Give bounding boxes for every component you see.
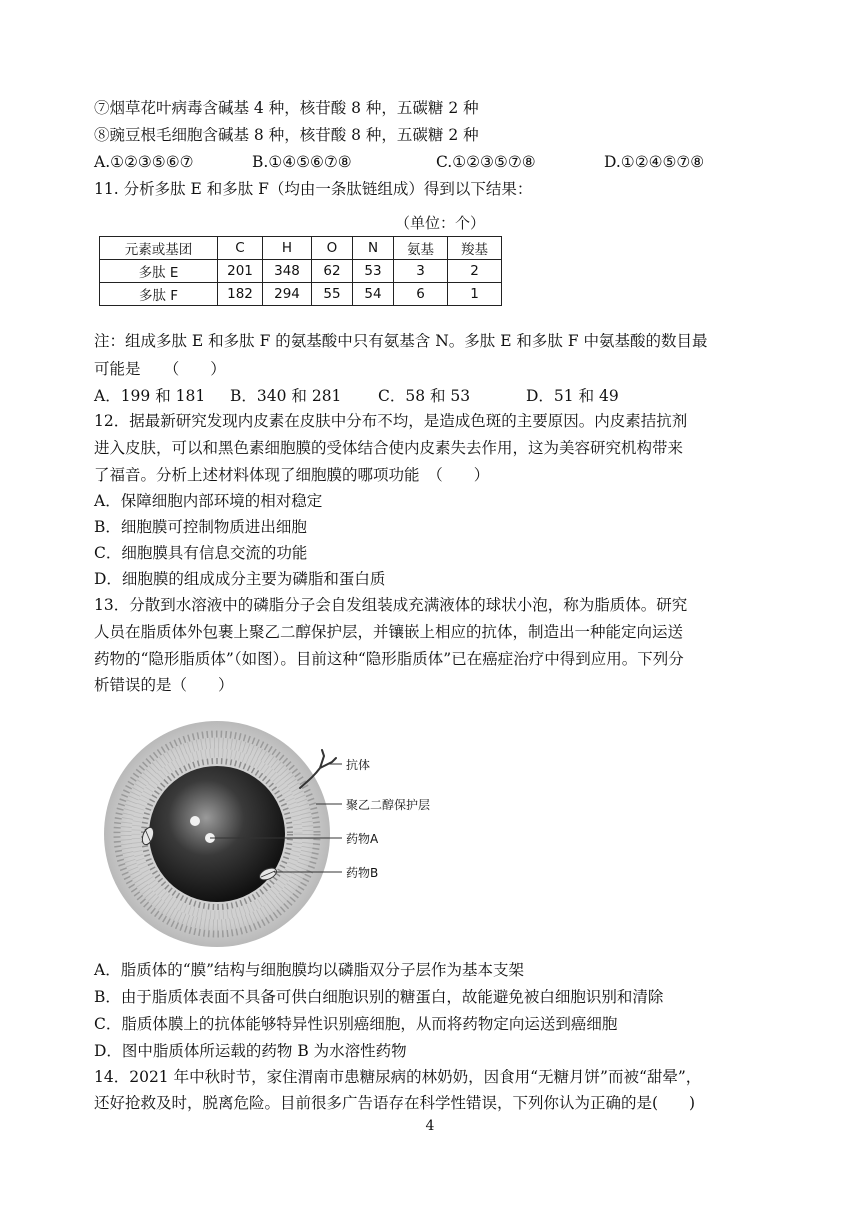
table-header: H: [263, 237, 312, 260]
q13-option-b: B．由于脂质体表面不具备可供白细胞识别的糖蛋白，故能避免被白细胞识别和清除: [94, 988, 664, 1006]
table-unit: （单位：个）: [395, 214, 486, 232]
q10-option-c: C.①②③⑤⑦⑧: [436, 153, 536, 171]
table-cell: 1: [448, 283, 502, 306]
table-header-row: [100, 237, 502, 260]
table-row: [100, 260, 502, 283]
q11-options: [94, 386, 619, 406]
q10-option-d: D.①②④⑤⑦⑧: [604, 153, 705, 171]
liposome-figure: [104, 718, 464, 950]
q11-stem: 11. 分析多肽 E 和多肽 F（均由一条肽链组成）得到以下结果：: [94, 180, 533, 198]
q11-option-a: A．199 和 181: [94, 387, 206, 405]
q14-line-2: 还好抢救及时，脱离危险。目前很多广告语存在科学性错误，下列你认为正确的是( ): [94, 1094, 696, 1112]
q10-options: [94, 152, 704, 172]
table-header: 元素或基团: [100, 237, 218, 260]
polypeptide-table: [99, 236, 502, 306]
table-header: N: [353, 237, 394, 260]
q12-option-a: A．保障细胞内部环境的相对稳定: [94, 492, 323, 510]
table-cell: 348: [263, 260, 312, 283]
q13-line-1: 13．分散到水溶液中的磷脂分子会自发组装成充满液体的球状小泡，称为脂质体。研究: [94, 596, 688, 614]
table-cell: 62: [312, 260, 353, 283]
q12-line-3: 了福音。分析上述材料体现了细胞膜的哪项功能 （ ）: [94, 466, 490, 484]
statement-7: ⑦烟草花叶病毒含碱基 4 种，核苷酸 8 种，五碳糖 2 种: [94, 99, 479, 117]
table-cell: 201: [218, 260, 263, 283]
q11-note-line-2: 可能是 （ ）: [94, 360, 226, 378]
q14-line-1: 14．2021 年中秋时节，家住渭南市患糖尿病的林奶奶，因食用“无糖月饼”而被“甜晕”，: [94, 1068, 702, 1086]
q11-note-line-1: 注：组成多肽 E 和多肽 F 的氨基酸中只有氨基含 N。多肽 E 和多肽 F 中氨基酸的数目最: [94, 332, 708, 350]
q13-option-a: A．脂质体的“膜”结构与细胞膜均以磷脂双分子层作为基本支架: [94, 961, 525, 979]
table-cell: 多肽 E: [100, 260, 218, 283]
table-header: O: [312, 237, 353, 260]
aqueous-core: [149, 766, 285, 902]
drug-a-particle: [190, 816, 200, 826]
table-cell: 2: [448, 260, 502, 283]
table-cell: 54: [353, 283, 394, 306]
page-number: 4: [425, 1118, 435, 1134]
q12-line-1: 12．据最新研究发现内皮素在皮肤中分布不均，是造成色斑的主要原因。内皮素拮抗剂: [94, 412, 688, 430]
q13-line-2: 人员在脂质体外包裹上聚乙二醇保护层，并镶嵌上相应的抗体，制造出一种能定向运送: [94, 623, 684, 641]
table-cell: 6: [394, 283, 448, 306]
table-cell: 294: [263, 283, 312, 306]
table-header: 羧基: [448, 237, 502, 260]
q11-option-b: B．340 和 281: [230, 387, 342, 405]
table-cell: 3: [394, 260, 448, 283]
q13-option-d: D．图中脂质体所运载的药物 B 为水溶性药物: [94, 1042, 407, 1060]
table-header: C: [218, 237, 263, 260]
statement-8: ⑧豌豆根毛细胞含碱基 8 种，核苷酸 8 种，五碳糖 2 种: [94, 126, 479, 144]
q11-option-d: D．51 和 49: [526, 387, 619, 405]
q12-option-c: C．细胞膜具有信息交流的功能: [94, 544, 308, 562]
liposome-diagram: [104, 718, 464, 950]
peg-layer-label: 聚乙二醇保护层: [346, 798, 431, 812]
antibody-label: 抗体: [346, 758, 371, 772]
drug-a-label: 药物A: [346, 832, 379, 846]
table-cell: 53: [353, 260, 394, 283]
q13-option-c: C．脂质体膜上的抗体能够特异性识别癌细胞，从而将药物定向运送到癌细胞: [94, 1015, 618, 1033]
table-cell: 55: [312, 283, 353, 306]
q11-option-c: C．58 和 53: [378, 387, 471, 405]
q10-option-b: B.①④⑤⑥⑦⑧: [252, 153, 352, 171]
q12-option-d: D．细胞膜的组成成分主要为磷脂和蛋白质: [94, 570, 386, 588]
table-cell: 多肽 F: [100, 283, 218, 306]
table-row: [100, 283, 502, 306]
table-header: 氨基: [394, 237, 448, 260]
q12-line-2: 进入皮肤，可以和黑色素细胞膜的受体结合使内皮素失去作用，这为美容研究机构带来: [94, 439, 684, 457]
drug-b-label: 药物B: [346, 866, 379, 880]
table-cell: 182: [218, 283, 263, 306]
q10-option-a: A.①②③⑤⑥⑦: [94, 153, 194, 171]
q13-line-3: 药物的“隐形脂质体”（如图）。目前这种“隐形脂质体”已在癌症治疗中得到应用。下列分: [94, 650, 684, 668]
q13-line-4: 析错误的是（ ）: [94, 676, 234, 694]
q12-option-b: B．细胞膜可控制物质进出细胞: [94, 518, 307, 536]
